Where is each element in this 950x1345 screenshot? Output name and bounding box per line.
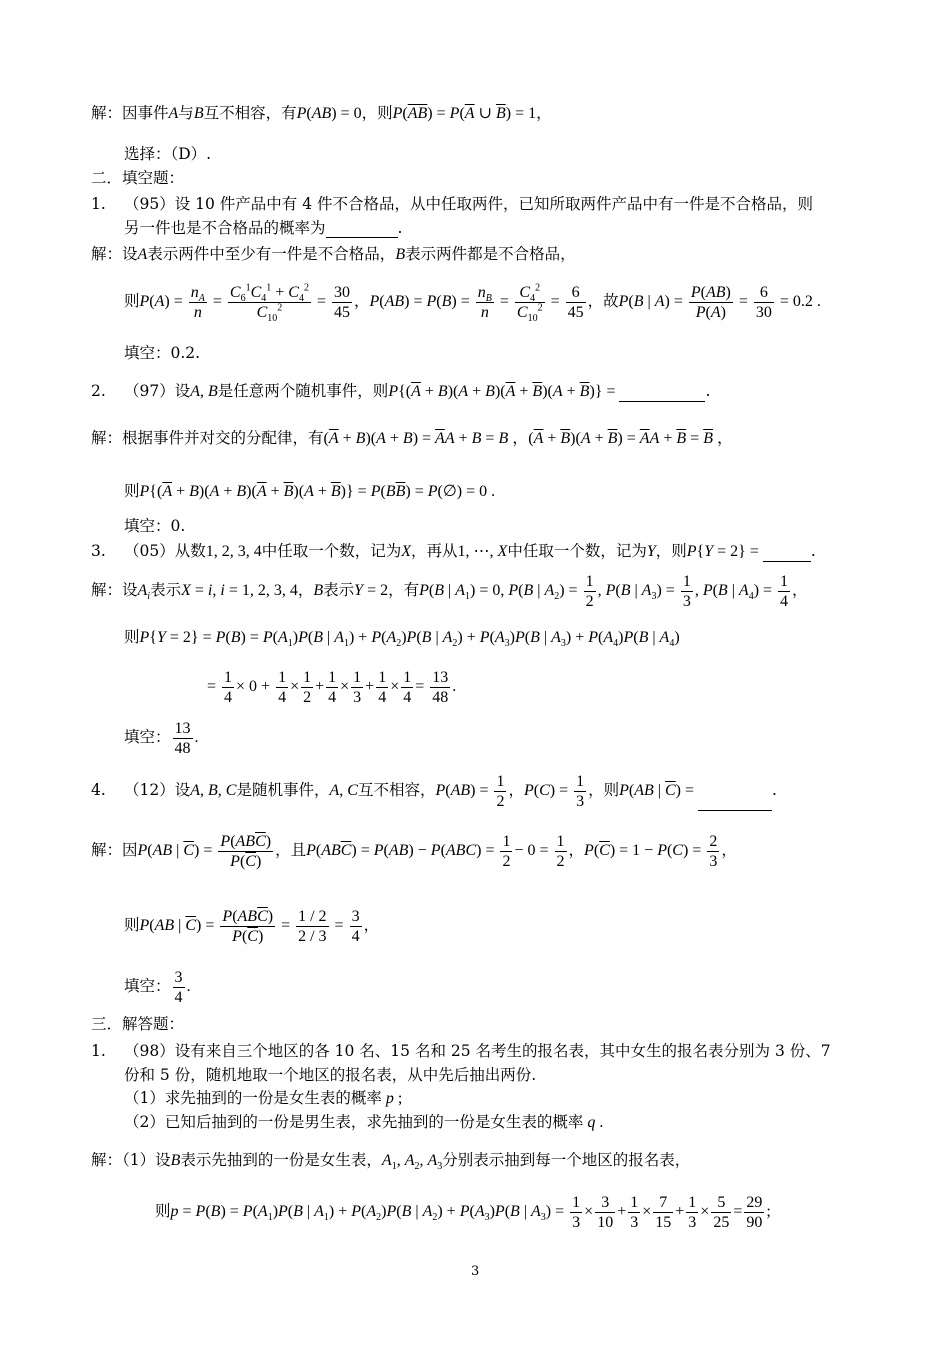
q1-line2: 另一件也是不合格品的概率为 . <box>124 219 403 237</box>
q2-solution-line: 解：根据事件并对交的分配律，有$(\overline{A} + B)(A + B) = \overline{A}A + B = B$ ，$(\overline{A} + \overline{B})(A + \overline{B}) = \overline{A}A + \overline{B} = \overline{B}$ ， <box>91 429 733 447</box>
q4-number: 4. <box>91 781 106 799</box>
section-3-title: 三．解答题： <box>91 1015 185 1033</box>
p1-solution-intro: 解：（1）设B表示先抽到的一份是女生表，$A_1$, $A_2$, $A_3$分别表示抽到每一个地区的报名表， <box>91 1151 691 1173</box>
q3-solution-intro: 解：设$A_i$表示X = i, i = 1, 2, 3, 4，B表示Y = 2，有P(B | $A_1) = 0$, P(B | $A_2$) = $\frac{1}{2}$ , P(B | $A_3$) = $\frac{1}{3}$ , P(B | $A_4$) = $\frac{1}{4}$ ， <box>91 572 808 610</box>
p1-line1: （98）设有来自三个地区的各 10 名、15 名和 25 名考生的报名表，其中女生的报名表分别为 3 份、7 <box>124 1042 831 1060</box>
q4-solution-result: 则P(AB | $\overline{C}$) = $\frac{P(AB\overline{C})}{P(\overline{C})}$ = $\frac{1 / 2}{2 / 3}$ = $\frac{3}{4}$ ， <box>124 907 380 945</box>
page-number: 3 <box>471 1264 480 1279</box>
q1-number: 1. <box>91 195 106 213</box>
q3-total-probability: 则$P\{Y = 2\} = P(B) = P(A_1)P(B$ | $A_1) + P(A_2)P(B$ | $A_2) + P(A_3)P(B$ | $A_3) + P(A_4)P(B$ | $A_4$) <box>124 628 680 650</box>
section-2-title: 二．填空题： <box>91 169 185 187</box>
q3-question: （05）从数1, 2, 3, 4中任取一个数，记为X，再从1, ⋯, X中任取一个数，记为Y，则P{Y = 2} = . <box>124 542 816 560</box>
q3-number: 3. <box>91 542 106 560</box>
q1-answer: 填空：0.2. <box>124 344 201 362</box>
q2-solution-result: 则$P\{(\overline{A} + B)(A + B)(\overline{A} + \overline{B})(A + \overline{B})\} = P(B\overline{B})$ = P(∅) = 0 . <box>124 482 496 500</box>
p1-number: 1. <box>91 1042 106 1060</box>
q2-question: （97）设A, B是任意两个随机事件，则$P\{(\overline{A} + B)(A + B)(\overline{A} + \overline{B})(A + \overline{B})\}$ = . <box>124 382 711 400</box>
q3-answer: 填空： $\frac{13}{48}$ . <box>124 719 199 757</box>
p1-sub1: （1）求先抽到的一份是女生表的概率 p ; <box>124 1089 403 1107</box>
sec1-choice: 选择：（D）. <box>124 145 212 163</box>
sec1-solution-line: 解：因事件A与B互不相容，有P(AB) = 0，则$P(\overline{AB}) = P(\overline{A}$ ∪ $\overline{B}) = 1$， <box>91 104 552 122</box>
p1-sub2: （2）已知后抽到的一份是男生表，求先抽到的一份是女生表的概率 q . <box>124 1113 604 1131</box>
p1-line2: 份和 5 份，随机地取一个地区的报名表，从中先后抽出两份. <box>124 1066 537 1084</box>
q1-line1: （95）设 10 件产品中有 4 件不合格品，从中任取两件，已知所取两件产品中有一件是不合格品，则 <box>124 195 814 213</box>
q2-answer: 填空：0. <box>124 517 186 535</box>
q4-answer: 填空： $\frac{3}{4}$ . <box>124 968 191 1006</box>
q2-number: 2. <box>91 382 106 400</box>
q3-computation: = $\frac{1}{4}$ × 0 + $\frac{1}{4}$ × $\frac{1}{2}$ + $\frac{1}{4}$ × $\frac{1}{3}$ + $\frac{1}{4}$ × $\frac{1}{4}$ = $\frac{13}{48}$ . <box>207 668 457 706</box>
p1-solution-formula: 则$p = P(B) = P(A_1)P(B$ | $A_1) + P(A_2)P(B$ | $A_2) + P(A_3)P(B$ | $A_3$) = $\frac{1}{3}$ × $\frac{3}{10}$ + $\frac{1}{3}$ × $\frac{7}{15}$ + $\frac{1}{3}$ × $\frac{5}{25}$ = $\frac{29}{90}$ ; <box>155 1193 771 1231</box>
q4-question: （12）设A, B, C是随机事件，A, C互不相容，P(AB) = $\frac{1}{2}$ ，P(C) = $\frac{1}{3}$ ，则P(AB | $\overline{C}$) = . <box>124 772 777 810</box>
q1-solution-intro: 解：设A表示两件中至少有一件是不合格品，B表示两件都是不合格品， <box>91 245 576 263</box>
q4-solution-line: 解：因P(AB | $\overline{C}$) = $\frac{P(AB\overline{C})}{P(\overline{C})}$ ，且$P(AB\overline{C}) = P(AB) - P(ABC)$ = $\frac{1}{2}$ − 0 = $\frac{1}{2}$ ，$P(\overline{C}) = 1 - P(C)$ = $\frac{2}{3}$ ， <box>91 832 737 870</box>
q1-formula: 则P(A) = $\frac{n_A}{n}$ = $\frac{C_6^1C_4^1 + C_4^2}{C_{10}^2}$ = $\frac{30}{45}$ ，P(AB) = P(B) = $\frac{n_B}{n}$ = $\frac{C_4^2}{C_{10}^2}$ = $\frac{6}{45}$ ，故P(B | A) = $\frac{P(AB)}{P(A)}$ = $\frac{6}{30}$ = 0.2 . <box>124 282 821 324</box>
